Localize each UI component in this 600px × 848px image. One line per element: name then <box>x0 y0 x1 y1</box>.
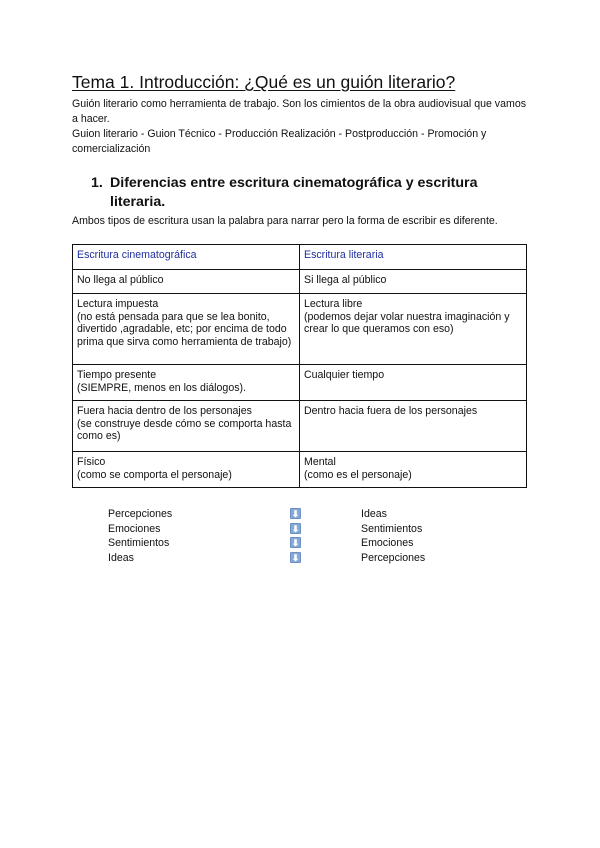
table-row <box>73 294 527 365</box>
table-cell: Mental (como es el personaje) <box>300 452 527 488</box>
list-item: Sentimientos <box>108 537 170 550</box>
process-paragraph: Guion literario - Guion Técnico - Producción Realización - Postproducción - Promoción y comercialización <box>72 128 487 155</box>
table-row <box>73 401 527 452</box>
comparison-table <box>72 244 527 488</box>
table-cell: No llega al público <box>73 270 300 294</box>
table-cell: Dentro hacia fuera de los personajes <box>300 401 527 452</box>
table-cell: Fuera hacia dentro de los personajes (se construye desde cómo se comporta hasta como es) <box>73 401 300 452</box>
down-arrow-icon: ⬇ <box>291 523 300 534</box>
section-heading-text: Diferencias entre escritura cinematográfica y escritura literaria. <box>110 175 478 210</box>
intro-paragraph: Guión literario como herramienta de trabajo. Son los cimientos de la obra audiovisual que vamos a hacer. <box>72 98 527 125</box>
table-cell: Lectura impuesta (no está pensada para que se lea bonito, divertido ,agradable, etc; por encima de todo prima que sirva como herramienta de trabajo) <box>73 294 300 365</box>
down-arrow-icon: ⬇ <box>291 538 300 549</box>
down-arrow-icon: ⬇ <box>291 509 300 519</box>
section-heading <box>91 174 491 212</box>
table-header-row <box>73 245 527 270</box>
table-row <box>73 365 527 401</box>
down-arrow-icon: ⬇ <box>291 552 300 563</box>
table-cell: Cualquier tiempo <box>300 365 527 401</box>
literaria-list <box>361 507 425 565</box>
list-item: Percepciones <box>361 551 426 564</box>
table-cell: Si llega al público <box>300 270 527 294</box>
header-literaria: Escritura literaria <box>300 245 527 270</box>
table-cell: Tiempo presente (SIEMPRE, menos en los diálogos). <box>73 365 300 401</box>
list-item: Emociones <box>361 537 414 550</box>
table-row <box>73 452 527 488</box>
list-item: Ideas <box>361 508 387 520</box>
cinematografica-list <box>108 507 172 565</box>
table-row <box>73 270 527 294</box>
list-item: Ideas <box>108 551 134 564</box>
list-item: Percepciones <box>108 508 173 520</box>
section-intro-paragraph: Ambos tipos de escritura usan la palabra para narrar pero la forma de escribir es diferente. <box>72 215 498 227</box>
table-cell: Físico (como se comporta el personaje) <box>73 452 300 488</box>
table-cell: Lectura libre (podemos dejar volar nuestra imaginación y crear lo que queramos con eso) <box>300 294 527 365</box>
list-item: Sentimientos <box>361 522 423 535</box>
section-number: 1. <box>91 175 103 191</box>
list-item: Emociones <box>108 522 161 535</box>
page-title: Tema 1. Introducción: ¿Qué es un guión literario? <box>72 72 456 92</box>
arrow-column <box>290 508 301 566</box>
header-cinematografica: Escritura cinematográfica <box>73 245 300 270</box>
